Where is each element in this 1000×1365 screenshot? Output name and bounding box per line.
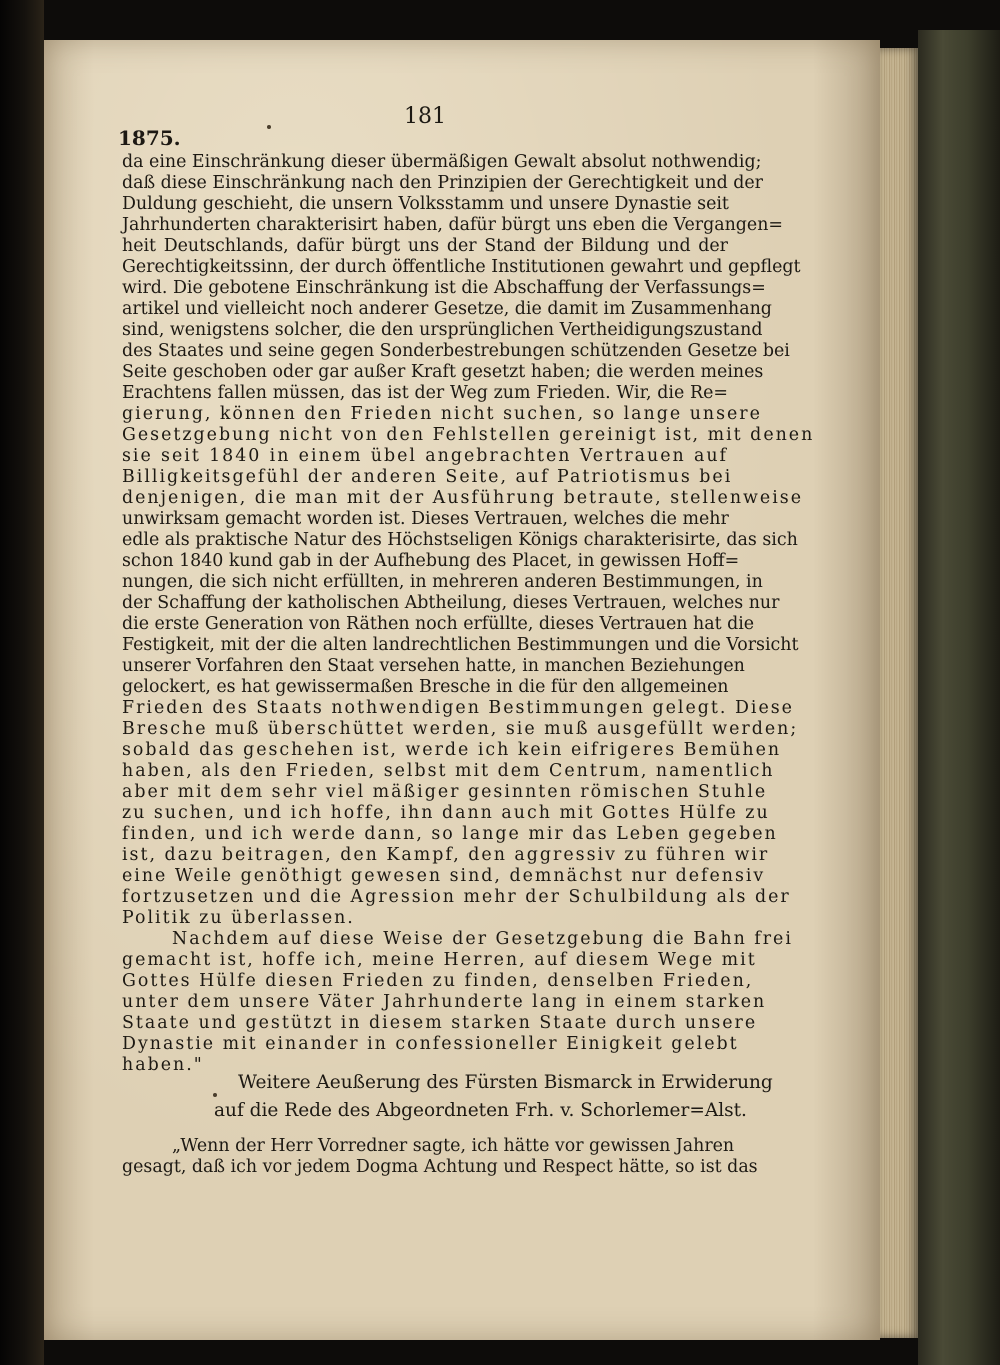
text-line: gierung, können den Frieden nicht suchen, so lange unsere [122, 404, 762, 424]
text-line: da eine Einschränkung dieser übermäßigen Gewalt absolut nothwendig; [122, 152, 762, 172]
text-line: haben, als den Frieden, selbst mit dem Centrum, namentlich [122, 761, 775, 781]
text-line: gesagt, daß ich vor jedem Dogma Achtung und Respect hätte, so ist das [122, 1157, 758, 1177]
text-line: sind, wenigstens solcher, die den ursprünglichen Vertheidigungszustand [122, 320, 763, 340]
text-line: gelockert, es hat gewissermaßen Bresche in die für den allgemeinen [122, 677, 729, 697]
text-line: „Wenn der Herr Vorredner sagte, ich hätte vor gewissen Jahren [172, 1136, 735, 1156]
text-line: gemacht ist, hoffe ich, meine Herren, auf diesem Wege mit [122, 950, 757, 970]
section-heading-line-2: auf die Rede des Abgeordneten Frh. v. Schorlemer=Alst. [214, 1100, 747, 1121]
text-line: Gesetzgebung nicht von den Fehlstellen gereinigt ist, mit denen [122, 425, 815, 445]
text-line: Billigkeitsgefühl der anderen Seite, auf Patriotismus bei [122, 467, 733, 487]
text-line: Gerechtigkeitssinn, der durch öffentliche Institutionen gewahrt und gepflegt [122, 257, 801, 277]
text-line: unwirksam gemacht worden ist. Dieses Vertrauen, welches die mehr [122, 509, 729, 529]
running-year: 1875. [118, 126, 181, 150]
text-line: Seite geschoben oder gar außer Kraft gesetzt haben; die werden meines [122, 362, 764, 382]
text-line: wird. Die gebotene Einschränkung ist die Abschaffung der Verfassungs= [122, 278, 766, 298]
text-line: zu suchen, und ich hoffe, ihn dann auch mit Gottes Hülfe zu [122, 803, 770, 823]
text-line: Gottes Hülfe diesen Frieden zu finden, denselben Frieden, [122, 971, 754, 991]
text-line: finden, und ich werde dann, so lange mir das Leben gegeben [122, 824, 778, 844]
text-line: nungen, die sich nicht erfüllten, in mehreren anderen Bestimmungen, in [122, 572, 763, 592]
text-line: Festigkeit, mit der die alten landrechtlichen Bestimmungen und die Vorsicht [122, 635, 799, 655]
text-line: denjenigen, die man mit der Ausführung betraute, stellenweise [122, 488, 803, 508]
text-line: Frieden des Staats nothwendigen Bestimmungen gelegt. Diese [122, 698, 794, 718]
text-line: heit Deutschlands, dafür bürgt uns der Stand der Bildung und der [122, 236, 728, 256]
book-cover-right [918, 30, 1000, 1365]
text-line: Bresche muß überschüttet werden, sie muß ausgefüllt werden; [122, 719, 799, 739]
book-binding-left [0, 0, 44, 1365]
text-line: sie seit 1840 in einem übel angebrachten Vertrauen auf [122, 446, 728, 466]
text-line: schon 1840 kund gab in der Aufhebung des Placet, in gewissen Hoff= [122, 551, 740, 571]
text-line: unter dem unsere Väter Jahrhunderte lang in einem starken [122, 992, 767, 1012]
text-line: ist, dazu beitragen, den Kampf, den aggressiv zu führen wir [122, 845, 770, 865]
page-number: 181 [404, 104, 446, 129]
text-line: fortzusetzen und die Agression mehr der Schulbildung als der [122, 887, 791, 907]
text-line: edle als praktische Natur des Höchstseligen Königs charakterisirte, das sich [122, 530, 798, 550]
ink-speck [267, 125, 271, 129]
text-line: Erachtens fallen müssen, das ist der Weg zum Frieden. Wir, die Re= [122, 383, 728, 403]
text-line: des Staates und seine gegen Sonderbestrebungen schützenden Gesetze bei [122, 341, 790, 361]
text-line: haben." [122, 1055, 204, 1075]
ink-speck [213, 1093, 217, 1097]
text-line: der Schaffung der katholischen Abtheilung, dieses Vertrauen, welches nur [122, 593, 780, 613]
text-line: eine Weile genöthigt gewesen sind, demnächst nur defensiv [122, 866, 766, 886]
text-line: sobald das geschehen ist, werde ich kein eifrigeres Bemühen [122, 740, 782, 760]
text-line: Jahrhunderten charakterisirt haben, dafür bürgt uns eben die Vergangen= [122, 215, 783, 235]
text-line: Politik zu überlassen. [122, 908, 355, 928]
section-heading-line-1: Weitere Aeußerung des Fürsten Bismarck in Erwiderung [238, 1072, 773, 1093]
page-edges [880, 48, 920, 1338]
text-line: aber mit dem sehr viel mäßiger gesinnten römischen Stuhle [122, 782, 768, 802]
text-line: Dynastie mit einander in confessioneller Einigkeit gelebt [122, 1034, 739, 1054]
text-line: artikel und vielleicht noch anderer Gesetze, die damit im Zusammenhang [122, 299, 772, 319]
text-line: die erste Generation von Räthen noch erfüllte, dieses Vertrauen hat die [122, 614, 755, 634]
text-line: Staate und gestützt in diesem starken Staate durch unsere [122, 1013, 758, 1033]
text-line: unserer Vorfahren den Staat versehen hatte, in manchen Beziehungen [122, 656, 745, 676]
text-line: Duldung geschieht, die unsern Volksstamm und unsere Dynastie seit [122, 194, 729, 214]
text-line: daß diese Einschränkung nach den Prinzipien der Gerechtigkeit und der [122, 173, 763, 193]
text-line: Nachdem auf diese Weise der Gesetzgebung die Bahn frei [172, 929, 793, 949]
